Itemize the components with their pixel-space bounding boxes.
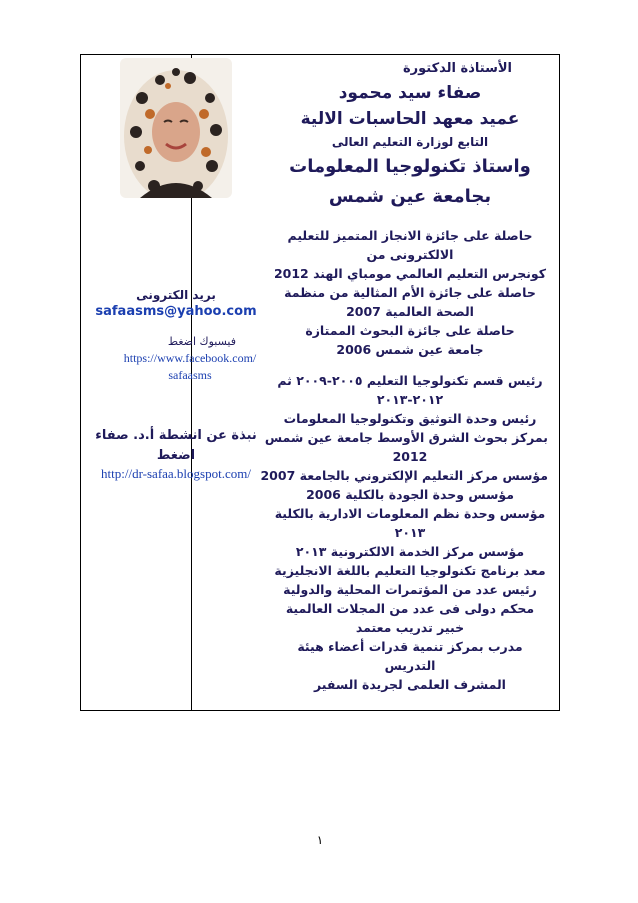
role-line: 2012 bbox=[392, 449, 428, 464]
affiliation: التابع لوزارة التعليم العالى bbox=[331, 135, 489, 149]
blog-title-line-1: نبذة عن انشطة أ.د. صفاء bbox=[95, 428, 257, 443]
award-line: كونجرس التعليم العالمي مومباي الهند 2012 bbox=[273, 266, 547, 281]
facebook-url-line-2: safaasms bbox=[168, 368, 212, 382]
award-line: حاصلة على جائزة الانجاز المتميز للتعليم bbox=[287, 228, 533, 243]
award-line: حاصلة على جائزة البحوث الممتازة bbox=[305, 323, 515, 338]
award-line: حاصلة على جائزة الأم المثالية من منظمة bbox=[284, 285, 536, 300]
facebook-url-line-1: https://www.facebook.com/ bbox=[123, 351, 257, 365]
award-line: جامعة عين شمس 2006 bbox=[336, 342, 484, 357]
role-line: مؤسس وحدة الجودة بالكلية 2006 bbox=[306, 487, 514, 502]
blog-title bbox=[86, 426, 266, 466]
role-line: ٢٠١٣ bbox=[394, 525, 426, 540]
title-prefix: الأستاذة الدكتورة bbox=[402, 61, 512, 76]
facebook-label: فيسبوك اضغط bbox=[167, 335, 236, 348]
award-line: الصحة العالمية 2007 bbox=[346, 304, 474, 319]
blog-link[interactable]: http://dr-safaa.blogspot.com/ bbox=[101, 466, 251, 481]
award-line: الالكترونى من bbox=[366, 247, 454, 262]
facebook-link[interactable] bbox=[86, 350, 266, 384]
profile-photo bbox=[120, 58, 232, 198]
email-link[interactable]: safaasms@yahoo.com bbox=[95, 304, 257, 319]
full-name: صفاء سيد محمود bbox=[338, 83, 482, 103]
role-line: معد برنامج تكنولوجيا التعليم باللغة الانجليزية bbox=[274, 563, 546, 578]
role-line: مدرب بمركز تنمية قدرات أعضاء هيئة bbox=[297, 639, 523, 654]
role-line: التدريس bbox=[384, 658, 436, 673]
role-line: رئيس وحدة التوثيق وتكنولوجيا المعلومات bbox=[283, 411, 537, 426]
role-line: رئيس عدد من المؤتمرات المحلية والدولية bbox=[283, 582, 537, 597]
role-line: محكم دولى فى عدد من المجلات العالمية bbox=[285, 601, 535, 616]
professor-title: واستاذ تكنولوجيا المعلومات bbox=[289, 156, 531, 177]
blog-title-line-2: اضغط bbox=[156, 448, 196, 463]
role-line: خبير تدريب معتمد bbox=[355, 620, 465, 635]
bio-column bbox=[260, 58, 548, 694]
roles-section bbox=[260, 371, 548, 694]
role-line: مؤسس مركز الخدمة الالكترونية ٢٠١٣ bbox=[295, 544, 525, 559]
sidebar-column bbox=[86, 58, 266, 482]
role-line: بمركز بحوث الشرق الأوسط جامعة عين شمس bbox=[264, 430, 548, 445]
email-label: بريد الكترونى bbox=[136, 288, 216, 302]
page-number: ١ bbox=[316, 833, 324, 847]
role-line: مؤسس مركز التعليم الإلكتروني بالجامعة 2007 bbox=[260, 468, 548, 483]
university: بجامعة عين شمس bbox=[328, 186, 492, 207]
role-line: رئيس قسم تكنولوجيا التعليم ٢٠٠٥-٢٠٠٩ ثم bbox=[277, 373, 543, 388]
role-line: المشرف العلمى لجريدة السفير bbox=[314, 677, 506, 692]
role-line: ٢٠١٢-٢٠١٣ bbox=[376, 392, 444, 407]
role-line: مؤسس وحدة نظم المعلومات الادارية بالكلية bbox=[274, 506, 546, 521]
dean-title: عميد معهد الحاسبات الالية bbox=[300, 109, 520, 129]
awards-section bbox=[272, 226, 548, 359]
